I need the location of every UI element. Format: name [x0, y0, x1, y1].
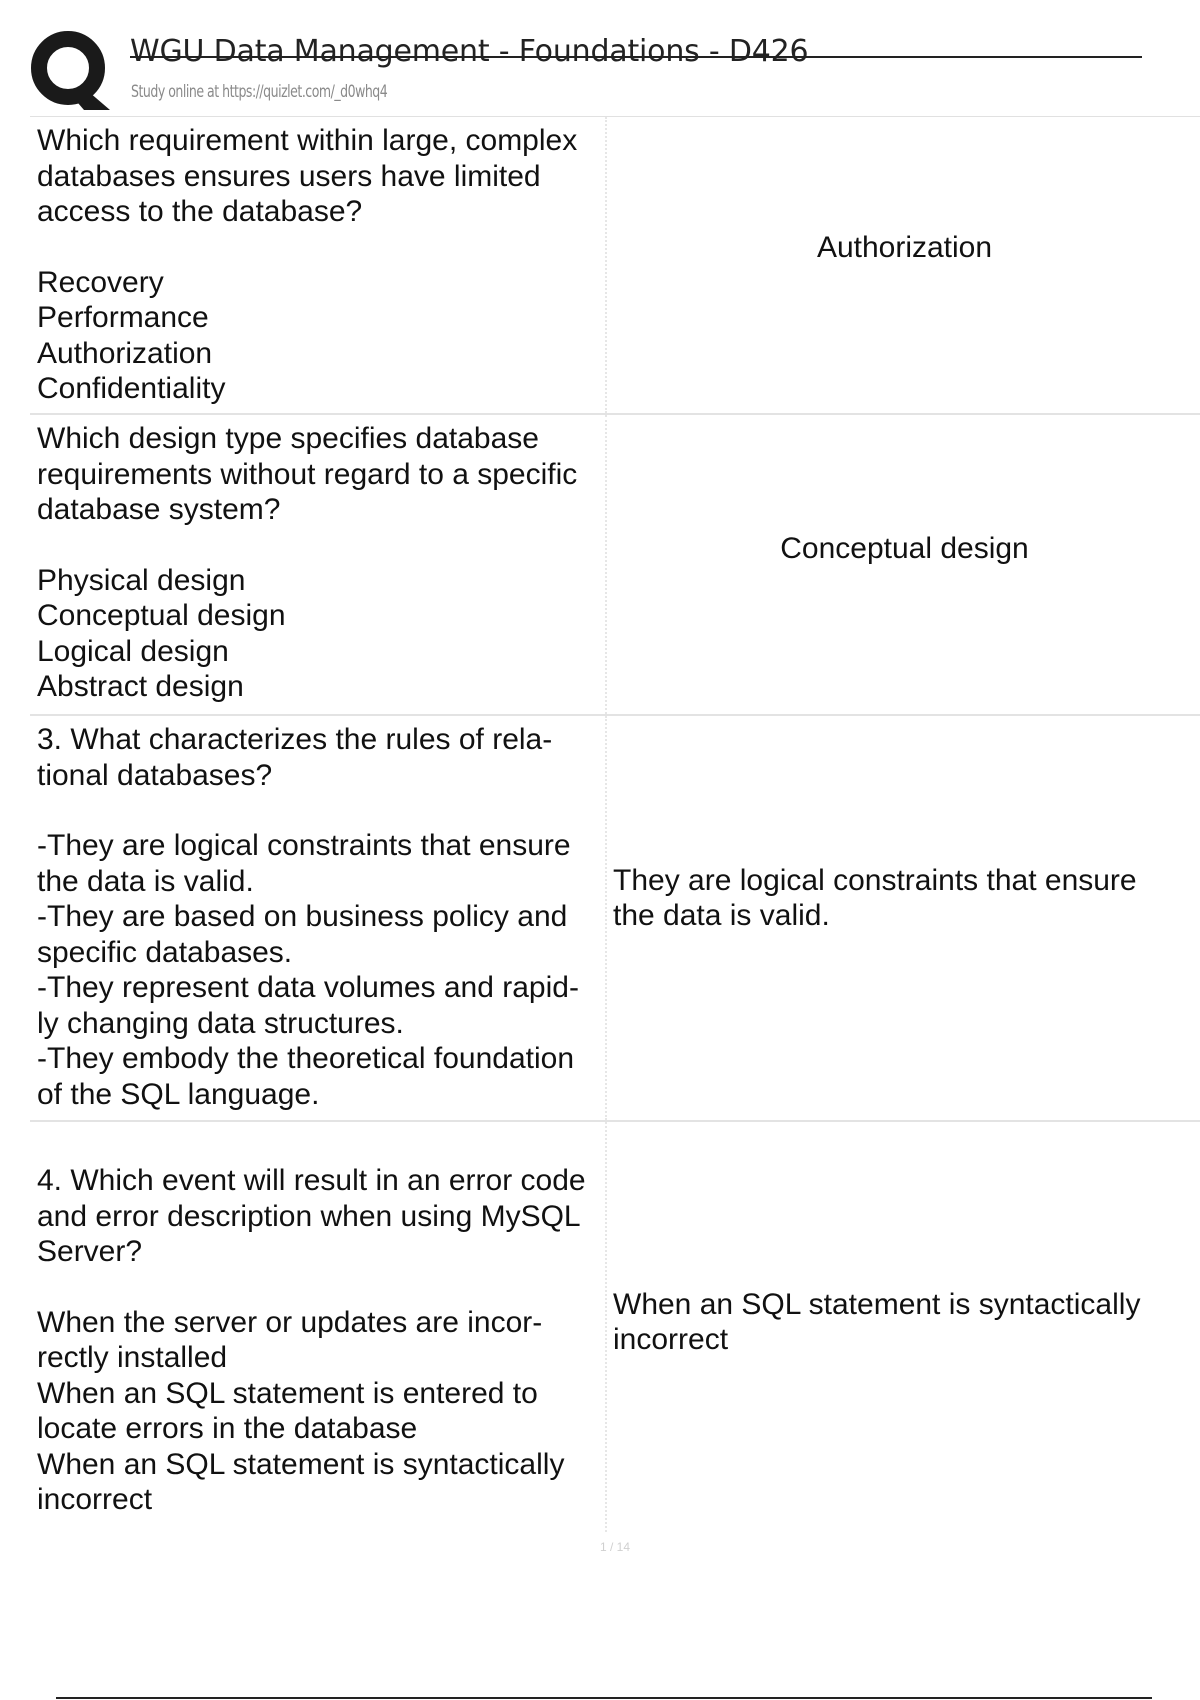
answer-line: incorrect: [613, 1323, 729, 1356]
question-line: databases ensures users have limited: [37, 159, 541, 193]
question-line: 4. Which event will result in an error code: [37, 1164, 586, 1197]
answer-line: the data is valid.: [613, 899, 830, 932]
title-strike-rule: [130, 56, 1142, 58]
answer-option: Physical design: [37, 563, 246, 597]
flashcard: [30, 117, 1200, 415]
study-online-link[interactable]: Study online at https://quizlet.com/_d0whq4: [131, 82, 388, 102]
answer-option: specific databases.: [37, 935, 293, 969]
answer-option: When the server or updates are incor-: [37, 1305, 543, 1339]
answer-option: Authorization: [37, 336, 213, 370]
answer-option: Confidentiality: [37, 372, 226, 405]
answer-option: When an SQL statement is entered to: [37, 1376, 538, 1410]
card-definition: [607, 716, 1200, 1120]
answer-line: They are logical constraints that ensure: [613, 863, 1137, 897]
flashcard-list: [30, 117, 1200, 1532]
answer-option: -They are logical constraints that ensure: [37, 829, 571, 862]
card-term: [30, 415, 607, 714]
flashcard: [30, 716, 1200, 1122]
answer-text: Authorization: [816, 231, 993, 265]
question-line: Which design type specifies database: [37, 422, 539, 455]
quizlet-logo-icon: [30, 28, 112, 112]
card-term: [30, 117, 607, 413]
question-line: requirements without regard to a specific: [37, 457, 578, 491]
answer-option: Abstract design: [37, 670, 244, 703]
page-title: WGU Data Management - Foundations - D426: [130, 34, 809, 69]
card-definition: [607, 1122, 1200, 1532]
answer-line: When an SQL statement is syntactically: [613, 1287, 1141, 1321]
question-line: 3. What characterizes the rules of rela-: [37, 723, 553, 756]
answer-option: -They are based on business policy and: [37, 900, 568, 933]
answer-option: -They represent data volumes and rapid-: [37, 971, 579, 1004]
flashcard: [30, 1122, 1200, 1532]
card-term: [30, 716, 607, 1120]
answer-option: of the SQL language.: [37, 1077, 320, 1111]
question-line: Which requirement within large, complex: [37, 124, 578, 157]
card-definition: [607, 117, 1200, 413]
flashcard: [30, 415, 1200, 716]
page-indicator: 1 / 14: [599, 1540, 631, 1554]
question-line: and error description when using MySQL: [37, 1199, 581, 1233]
answer-option: Conceptual design: [37, 599, 286, 632]
answer-option: Recovery: [37, 265, 164, 299]
question-line: Server?: [37, 1235, 143, 1268]
answer-option: rectly installed: [37, 1341, 228, 1374]
card-definition: [607, 415, 1200, 714]
answer-option: incorrect: [37, 1483, 153, 1516]
question-line: tional databases?: [37, 758, 273, 792]
footer-divider: [56, 1697, 1152, 1699]
answer-option: Performance: [37, 301, 209, 334]
answer-option: Logical design: [37, 634, 229, 668]
question-line: access to the database?: [37, 195, 363, 228]
answer-text: Conceptual design: [780, 531, 1029, 565]
answer-option: -They embody the theoretical foundation: [37, 1042, 574, 1075]
answer-option: the data is valid.: [37, 864, 254, 898]
answer-option: ly changing data structures.: [37, 1006, 404, 1040]
answer-option: locate errors in the database: [37, 1412, 418, 1445]
answer-option: When an SQL statement is syntactically: [37, 1447, 565, 1481]
card-term: [30, 1122, 607, 1532]
question-line: database system?: [37, 493, 281, 526]
